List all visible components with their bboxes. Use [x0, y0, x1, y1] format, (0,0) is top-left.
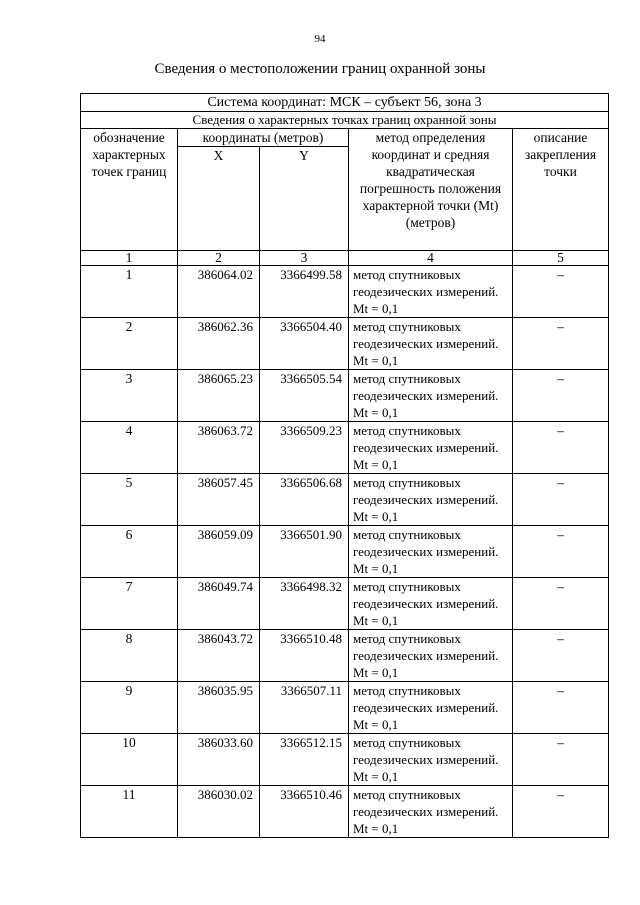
header-description: описание закрепления точки	[513, 129, 609, 251]
header-coordinates: координаты (метров)	[178, 129, 349, 147]
header-y: Y	[260, 147, 349, 251]
table-row	[81, 630, 609, 682]
method-cell: метод спутниковых геодезических измерений. Mt = 0,1	[349, 682, 513, 734]
x-coordinate-cell: 386065.23	[178, 370, 260, 422]
column-number-5: 5	[513, 251, 609, 266]
table-row	[81, 682, 609, 734]
y-coordinate-cell: 3366505.54	[260, 370, 349, 422]
point-cell: 9	[81, 682, 178, 734]
method-cell: метод спутниковых геодезических измерений. Mt = 0,1	[349, 318, 513, 370]
method-cell: метод спутниковых геодезических измерений. Mt = 0,1	[349, 422, 513, 474]
method-cell: метод спутниковых геодезических измерений. Mt = 0,1	[349, 266, 513, 318]
point-cell: 11	[81, 786, 178, 838]
method-cell: метод спутниковых геодезических измерений. Mt = 0,1	[349, 370, 513, 422]
header-x: X	[178, 147, 260, 251]
method-cell: метод спутниковых геодезических измерений. Mt = 0,1	[349, 630, 513, 682]
x-coordinate-cell: 386057.45	[178, 474, 260, 526]
method-cell: метод спутниковых геодезических измерений. Mt = 0,1	[349, 786, 513, 838]
x-coordinate-cell: 386064.02	[178, 266, 260, 318]
column-number-4: 4	[349, 251, 513, 266]
table-row	[81, 422, 609, 474]
point-cell: 8	[81, 630, 178, 682]
x-coordinate-cell: 386030.02	[178, 786, 260, 838]
y-coordinate-cell: 3366501.90	[260, 526, 349, 578]
header-point-designation: обозначение характерных точек границ	[81, 129, 178, 251]
x-coordinate-cell: 386035.95	[178, 682, 260, 734]
method-cell: метод спутниковых геодезических измерений. Mt = 0,1	[349, 474, 513, 526]
point-cell: 4	[81, 422, 178, 474]
table-row	[81, 526, 609, 578]
point-cell: 1	[81, 266, 178, 318]
table-row	[81, 474, 609, 526]
description-cell: –	[513, 786, 609, 838]
coordinate-system-row: Система координат: МСК – субъект 56, зона 3	[81, 94, 609, 112]
y-coordinate-cell: 3366510.48	[260, 630, 349, 682]
y-coordinate-cell: 3366512.15	[260, 734, 349, 786]
y-coordinate-cell: 3366498.32	[260, 578, 349, 630]
x-coordinate-cell: 386063.72	[178, 422, 260, 474]
description-cell: –	[513, 266, 609, 318]
y-coordinate-cell: 3366506.68	[260, 474, 349, 526]
table-row	[81, 578, 609, 630]
description-cell: –	[513, 734, 609, 786]
y-coordinate-cell: 3366509.23	[260, 422, 349, 474]
method-cell: метод спутниковых геодезических измерений. Mt = 0,1	[349, 526, 513, 578]
x-coordinate-cell: 386062.36	[178, 318, 260, 370]
point-cell: 7	[81, 578, 178, 630]
x-coordinate-cell: 386043.72	[178, 630, 260, 682]
method-cell: метод спутниковых геодезических измерений. Mt = 0,1	[349, 734, 513, 786]
table-row	[81, 786, 609, 838]
point-cell: 10	[81, 734, 178, 786]
description-cell: –	[513, 318, 609, 370]
description-cell: –	[513, 370, 609, 422]
description-cell: –	[513, 474, 609, 526]
description-cell: –	[513, 682, 609, 734]
x-coordinate-cell: 386049.74	[178, 578, 260, 630]
method-cell: метод спутниковых геодезических измерений. Mt = 0,1	[349, 578, 513, 630]
page-number: 94	[314, 33, 326, 45]
y-coordinate-cell: 3366510.46	[260, 786, 349, 838]
table-row	[81, 318, 609, 370]
y-coordinate-cell: 3366507.11	[260, 682, 349, 734]
y-coordinate-cell: 3366504.40	[260, 318, 349, 370]
points-info-row: Сведения о характерных точках границ охранной зоны	[81, 112, 609, 129]
y-coordinate-cell: 3366499.58	[260, 266, 349, 318]
description-cell: –	[513, 422, 609, 474]
x-coordinate-cell: 386033.60	[178, 734, 260, 786]
column-number-2: 2	[178, 251, 260, 266]
x-coordinate-cell: 386059.09	[178, 526, 260, 578]
description-cell: –	[513, 526, 609, 578]
header-method: метод определения координат и средняя квадратическая погрешность положения характерной точки (Mt) (метров)	[349, 129, 513, 251]
column-number-1: 1	[81, 251, 178, 266]
point-cell: 5	[81, 474, 178, 526]
column-number-3: 3	[260, 251, 349, 266]
coordinates-table	[80, 93, 609, 838]
table-row	[81, 266, 609, 318]
point-cell: 3	[81, 370, 178, 422]
description-cell: –	[513, 578, 609, 630]
description-cell: –	[513, 630, 609, 682]
point-cell: 6	[81, 526, 178, 578]
table-row	[81, 370, 609, 422]
document-title: Сведения о местоположении границ охранной зоны	[154, 61, 486, 77]
table-row	[81, 734, 609, 786]
point-cell: 2	[81, 318, 178, 370]
